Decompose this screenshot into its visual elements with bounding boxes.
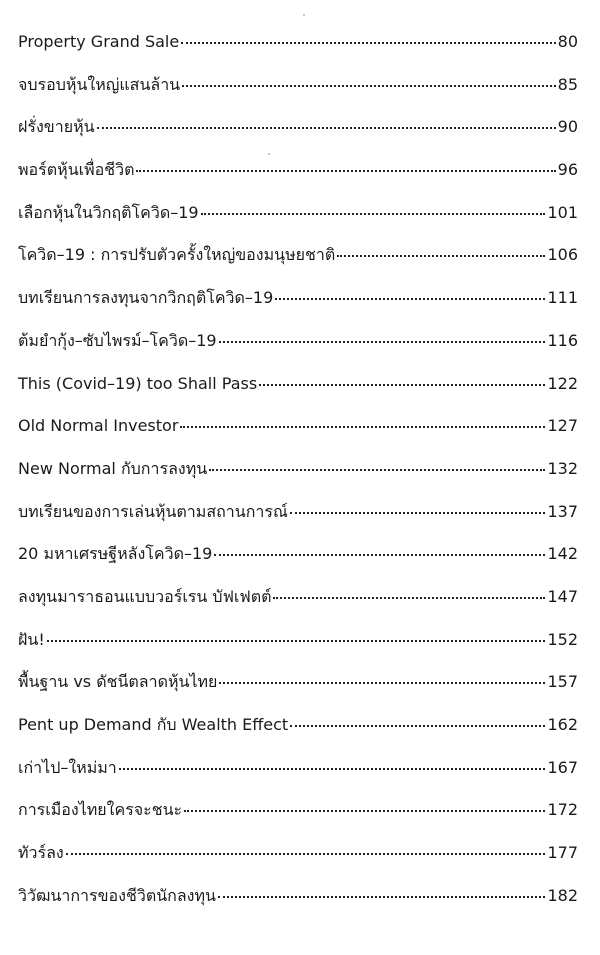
toc-entry-title: จบรอบหุ้นใหญ่แสนล้าน — [18, 74, 181, 94]
dot-leader — [182, 85, 556, 87]
toc-entry — [18, 117, 578, 160]
toc-entry-page-number: 157 — [547, 672, 578, 692]
toc-entry-page-number: 101 — [547, 202, 578, 222]
toc-entry — [18, 288, 578, 331]
toc-entry — [18, 203, 578, 246]
toc-entry-page-number: 111 — [547, 288, 578, 308]
toc-entry-page-number: 172 — [547, 800, 578, 820]
dot-leader — [275, 298, 545, 300]
toc-entry-page-number: 182 — [547, 885, 578, 905]
toc-entry-title: การเมืองไทยใครจะชนะ — [18, 800, 183, 820]
toc-entry-page-number: 142 — [547, 544, 578, 564]
toc-entry-page-number: 132 — [547, 458, 578, 478]
toc-entry-page-number: 167 — [547, 757, 578, 777]
toc-entry-page-number: 80 — [557, 32, 578, 51]
toc-entry-page-number: 96 — [557, 160, 578, 180]
toc-entry-page-number: 177 — [547, 843, 578, 863]
dot-leader — [214, 554, 545, 556]
dot-leader — [273, 597, 545, 599]
toc-entry-title: Old Normal Investor — [18, 416, 179, 436]
toc-entry-title: วิวัฒนาการของชีวิตนักลงทุน — [18, 885, 216, 905]
toc-entry-title: This (Covid–19) too Shall Pass — [18, 373, 258, 393]
dot-leader — [119, 768, 546, 770]
toc-entry-page-number: 137 — [547, 501, 578, 521]
dot-leader — [47, 640, 546, 642]
dot-leader — [218, 896, 546, 898]
dot-leader — [66, 853, 546, 855]
toc-entry-title: โควิด–19 : การปรับตัวครั้งใหญ่ของมนุษยชาติ — [18, 245, 336, 265]
toc-entry-title: ลงทุนมาราธอนแบบวอร์เรน บัฟเฟตต์ — [18, 586, 272, 606]
toc-entry-page-number: 106 — [547, 245, 578, 265]
toc-entry — [18, 331, 578, 374]
toc-entry — [18, 715, 578, 758]
toc-entry — [18, 587, 578, 630]
toc-entry-title: Property Grand Sale — [18, 32, 180, 51]
toc-entry-page-number: 85 — [557, 74, 578, 94]
dot-leader — [259, 384, 545, 386]
toc-entry — [18, 800, 578, 843]
toc-entry-title: เก่าไป–ใหม่มา — [18, 757, 117, 777]
dot-leader — [219, 341, 546, 343]
toc-entry-title: บทเรียนการลงทุนจากวิกฤติโควิด–19 — [18, 288, 274, 308]
toc-entry — [18, 630, 578, 673]
dot-leader — [219, 682, 545, 684]
toc-entry — [18, 758, 578, 801]
toc-entry — [18, 672, 578, 715]
toc-entry-title: พอร์ตหุ้นเพื่อชีวิต — [18, 160, 135, 180]
dot-leader — [209, 469, 545, 471]
toc-entry — [18, 502, 578, 545]
toc-entry-page-number: 122 — [547, 373, 578, 393]
dot-leader — [136, 170, 555, 172]
toc-entry — [18, 245, 578, 288]
toc-entry-title: New Normal กับการลงทุน — [18, 458, 208, 478]
dot-leader — [290, 725, 545, 727]
toc-entry — [18, 416, 578, 459]
dot-leader — [337, 255, 545, 257]
paper-speck — [303, 14, 305, 16]
toc-entry — [18, 160, 578, 203]
toc-entry — [18, 459, 578, 502]
toc-entry-page-number: 90 — [557, 117, 578, 137]
toc-entry-page-number: 127 — [547, 416, 578, 436]
dot-leader — [201, 213, 546, 215]
toc-entry — [18, 374, 578, 417]
toc-entry — [18, 843, 578, 886]
toc-entry-title: ต้มยำกุ้ง–ซับไพรม์–โควิด–19 — [18, 330, 217, 350]
toc-entry — [18, 32, 578, 75]
dot-leader — [184, 810, 545, 812]
toc-entry-title: ฝัน! — [18, 629, 45, 649]
dot-leader — [181, 42, 555, 44]
toc-entry-title: 20 มหาเศรษฐีหลังโควิด–19 — [18, 544, 213, 564]
toc-entry — [18, 886, 578, 929]
toc-entry-title: Pent up Demand กับ Wealth Effect — [18, 715, 289, 734]
toc-entry-page-number: 152 — [547, 629, 578, 649]
dot-leader — [290, 512, 546, 514]
toc-entry-page-number: 162 — [547, 715, 578, 734]
toc-entry-title: พื้นฐาน vs ดัชนีตลาดหุ้นไทย — [18, 672, 218, 692]
dot-leader — [97, 127, 556, 129]
toc-entry — [18, 544, 578, 587]
toc-entry-title: ฝรั่งขายหุ้น — [18, 117, 95, 137]
toc-entry-page-number: 116 — [547, 330, 578, 350]
toc-entry-title: บทเรียนของการเล่นหุ้นตามสถานการณ์ — [18, 501, 288, 521]
toc-entry-title: เลือกหุ้นในวิกฤติโควิด–19 — [18, 202, 199, 222]
toc-entry — [18, 75, 578, 118]
toc-entry-title: ทัวร์ลง — [18, 843, 64, 863]
table-of-contents — [18, 32, 578, 928]
toc-entry-page-number: 147 — [547, 586, 578, 606]
dot-leader — [180, 426, 545, 428]
